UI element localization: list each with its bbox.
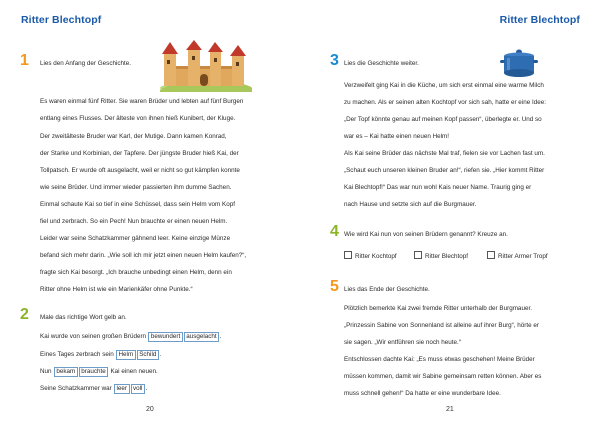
story-line: „Schaut euch unseren kleinen Bruder an!“, riefen sie. „Hier kommt Ritter	[344, 167, 545, 174]
story-line: Kai Blechtopf!“ Das war nun wohl Kais neuer Name. Traurig ging er	[344, 184, 532, 191]
story-line: der Starke und Korbinian, der Tapfere. Der jüngste Bruder hieß Kai, der	[40, 150, 239, 157]
page-number: 21	[446, 406, 454, 413]
sentence-text: Seine Schatzkammer war	[40, 385, 112, 392]
option-ritter-kochtopf[interactable]	[344, 251, 397, 260]
story-line: Ritter ohne Helm ist wie ein Marienkäfer ohne Punkte.“	[40, 286, 193, 293]
story-line: befand sich mehr darin. „Wie soll ich mir jetzt einen neuen Helm kaufen?“,	[40, 252, 247, 259]
word-choice-box[interactable]: Schild	[137, 350, 159, 360]
sentence-text: Nun	[40, 368, 52, 375]
story-line: entlang eines Flusses. Der älteste von ihnen hieß Kunibert, der Kluge.	[40, 115, 236, 122]
task-1-number: 1	[20, 52, 29, 69]
exercise-sentence-1	[40, 332, 221, 342]
cooking-pot-illustration	[500, 43, 538, 79]
checkbox[interactable]	[344, 251, 352, 259]
exercise-sentence-2	[40, 350, 161, 360]
sentence-text: .	[159, 351, 162, 358]
right-page	[300, 0, 600, 424]
story-line: Plötzlich bemerkte Kai zwei fremde Ritter unterhalb der Burgmauer.	[344, 305, 532, 312]
checkbox[interactable]	[414, 251, 422, 259]
task-5-instruction: Lies das Ende der Geschichte.	[344, 286, 430, 293]
story-line: Als Kai seine Brüder das nächste Mal traf, fielen sie vor Lachen fast um.	[344, 150, 545, 157]
task-4-number: 4	[330, 223, 339, 240]
word-choice-box[interactable]: bewundert	[148, 332, 182, 342]
sentence-text: Kai einen neuen.	[110, 368, 158, 375]
story-line: muss schnell gehen!“ Da hatte er eine wunderbare Idee.	[344, 390, 501, 397]
story-line: wie seine Brüder. Und immer wieder passierten ihm dumme Sachen.	[40, 184, 232, 191]
story-line: müssen kommen, damit wir Sabine gemeinsam retten können. Aber es	[344, 373, 542, 380]
task-1-instruction: Lies den Anfang der Geschichte.	[40, 60, 132, 67]
sentence-text: .	[145, 385, 148, 392]
word-choice-box[interactable]: leer	[114, 384, 130, 394]
story-line: fiel und zerbrach. So ein Pech! Nun brauchte er einen neuen Helm.	[40, 218, 228, 225]
task-3-number: 3	[330, 52, 339, 69]
option-ritter-armer-tropf[interactable]	[487, 251, 548, 260]
story-line: zu machen. Als er seinen alten Kochtopf vor sich sah, hatte er eine Idee:	[344, 99, 546, 106]
word-choice-box[interactable]: voll	[131, 384, 145, 394]
story-line: Es waren einmal fünf Ritter. Sie waren Brüder und lebten auf fünf Burgen	[40, 98, 244, 105]
sentence-text: Eines Tages zerbrach sein	[40, 351, 114, 358]
option-label: Ritter Armer Tropf	[498, 253, 548, 260]
task-4-instruction: Wie wird Kai nun von seinen Brüdern genannt? Kreuze an.	[344, 231, 508, 238]
exercise-sentence-4	[40, 384, 147, 394]
story-line: Entschlossen dachte Kai: „Es muss etwas geschehen! Meine Brüder	[344, 356, 535, 363]
exercise-sentence-3	[40, 367, 158, 377]
option-label: Ritter Kochtopf	[355, 253, 397, 260]
story-line: Der zweitälteste Bruder war Karl, der Mutige. Dann kamen Konrad,	[40, 133, 227, 140]
story-line: Einmal schaute Kai so tief in eine Schüssel, dass sein Helm vom Kopf	[40, 201, 235, 208]
task-2-number: 2	[20, 306, 29, 323]
sentence-text: Kai wurde von seinen großen Brüdern	[40, 333, 147, 340]
book-title: Ritter Blechtopf	[499, 14, 580, 26]
story-line: Leider war seine Schatzkammer gähnend leer. Keine einzige Münze	[40, 235, 231, 242]
story-line: Tollpatsch. Er wurde oft ausgelacht, weil er nicht so gut kämpfen konnte	[40, 167, 240, 174]
task-2-instruction: Male das richtige Wort gelb an.	[40, 314, 127, 321]
option-ritter-blechtopf[interactable]	[414, 251, 468, 260]
castle-illustration	[160, 40, 252, 92]
task-3-instruction: Lies die Geschichte weiter.	[344, 60, 419, 67]
page-number: 20	[146, 406, 154, 413]
book-title: Ritter Blechtopf	[21, 14, 102, 26]
story-line: „Der Topf könnte genau auf meinen Kopf passen“, überlegte er. Und so	[344, 116, 542, 123]
task-5-number: 5	[330, 278, 339, 295]
sentence-text: .	[219, 333, 222, 340]
option-label: Ritter Blechtopf	[425, 253, 469, 260]
word-choice-box[interactable]: brauchte	[79, 367, 109, 377]
story-line: fragte sich Kai besorgt. „Ich brauche unbedingt einen Helm, denn ein	[40, 269, 232, 276]
story-line: nach Hause und setzte sich auf die Burgmauer.	[344, 201, 477, 208]
checkbox[interactable]	[487, 251, 495, 259]
word-choice-box[interactable]: ausgelacht	[184, 332, 219, 342]
word-choice-box[interactable]: bekam	[54, 367, 78, 377]
story-line: sie sagen. „Wir entführen sie noch heute.“	[344, 339, 461, 346]
story-line: „Prinzessin Sabine von Sonnenland ist alleine auf ihrer Burg“, hörte er	[344, 322, 539, 329]
story-line: war es – Kai hatte einen neuen Helm!	[344, 133, 450, 140]
word-choice-box[interactable]: Helm	[116, 350, 136, 360]
story-line: Verzweifelt ging Kai in die Küche, um sich erst einmal eine warme Milch	[344, 82, 544, 89]
